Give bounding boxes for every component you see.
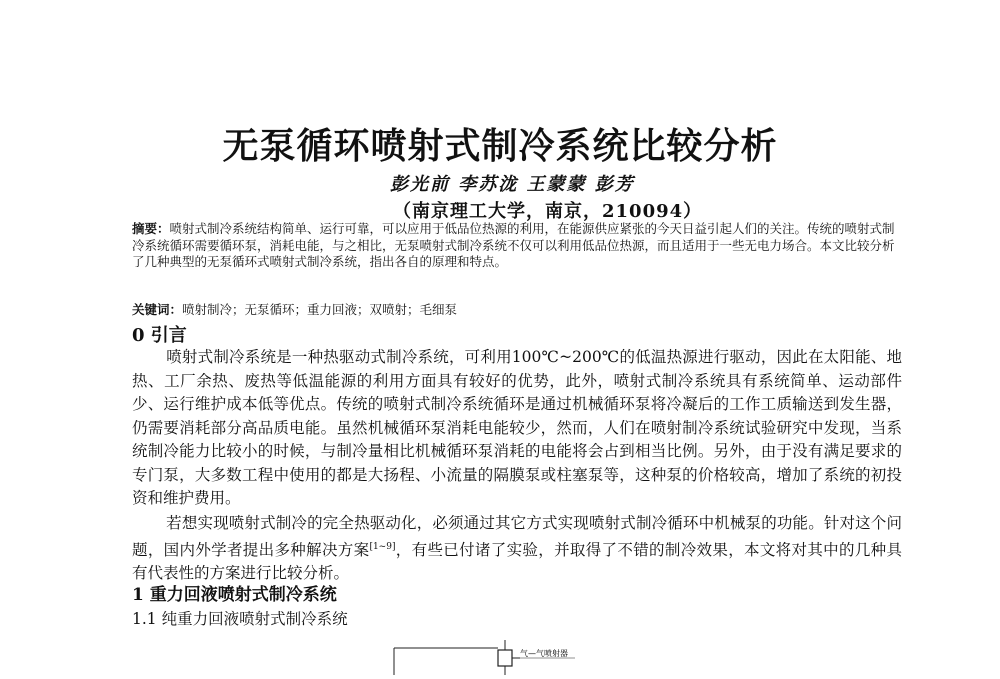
paper-title: 无泵循环喷射式制冷系统比较分析 [222,126,778,167]
intro-paragraph-2 [132,512,902,586]
keywords-text: 喷射制冷；无泵循环；重力回液；双喷射；毛细泵 [182,302,458,317]
ejector-label: 气—气喷射器 [520,649,568,658]
abstract-text: 喷射式制冷系统结构简单、运行可靠，可以应用于低品位热源的利用，在能源供应紧张的今天日益引起人们的关注。传统的喷射式制冷系统循环需要循环泵，消耗电能，与之相比，无泵喷射式制冷系统不仅可以利用低品位热源，而且适用于一些无电力场合。本文比较分析了几种典型的无泵循环式喷射式制冷系统，指出各自的原理和特点。 [132,221,895,269]
abstract-label: 摘要： [132,221,170,236]
section-heading-1: 1 重力回液喷射式制冷系统 [132,585,337,605]
keywords [132,302,906,318]
diagram-svg [380,640,610,675]
keywords-label: 关键词： [132,302,183,317]
citation-ref: [1~9] [369,541,396,552]
affiliation: （南京理工大学，南京，210094） [393,201,703,222]
intro-paragraph-1 [132,346,902,511]
paragraph-text: ，有些已付诸了实验，并取得了不错的制冷效果，本文将对其中的几种具有代表性的方案进行比较分析。 [132,540,902,583]
section-heading-intro: 0 引言 [132,325,187,346]
figure-ejector-diagram [380,640,610,675]
author-list: 彭光前 李苏泷 王蒙蒙 彭芳 [390,174,635,195]
paragraph-text: 喷射式制冷系统是一种热驱动式制冷系统，可利用100℃~200℃的低温热源进行驱动，因此在太阳能、地热、工厂余热、废热等低温能源的利用方面具有较好的优势，此外，喷射式制冷系统具有系统简单、运动部件少、运行维护成本低等优点。传统的喷射式制冷系统循环是通过机械循环泵将冷凝后的工作工质输送到发生器，仍需要消耗部分高品质电能。虽然机械循环泵消耗电能较少，然而，人们在喷射制冷系统试验研究中发现，当系统制冷能力比较小的时候，与制冷量相比机械循环泵消耗的电能将会占到相当比例。另外，由于没有满足要求的专门泵，大多数工程中使用的都是大扬程、小流量的隔膜泵或柱塞泵等，这种泵的价格较高，增加了系统的初投资和维护费用。 [132,348,902,507]
paragraph-text: 若想实现喷射式制冷的完全热驱动化，必须通过其它方式实现喷射式制冷循环中机械泵的功能。针对这个问题，国内外学者提出多种解决方案 [132,514,902,559]
subsection-heading-1-1: 1.1 纯重力回液喷射式制冷系统 [132,610,348,628]
ejector-box [498,650,512,666]
abstract [132,221,906,271]
